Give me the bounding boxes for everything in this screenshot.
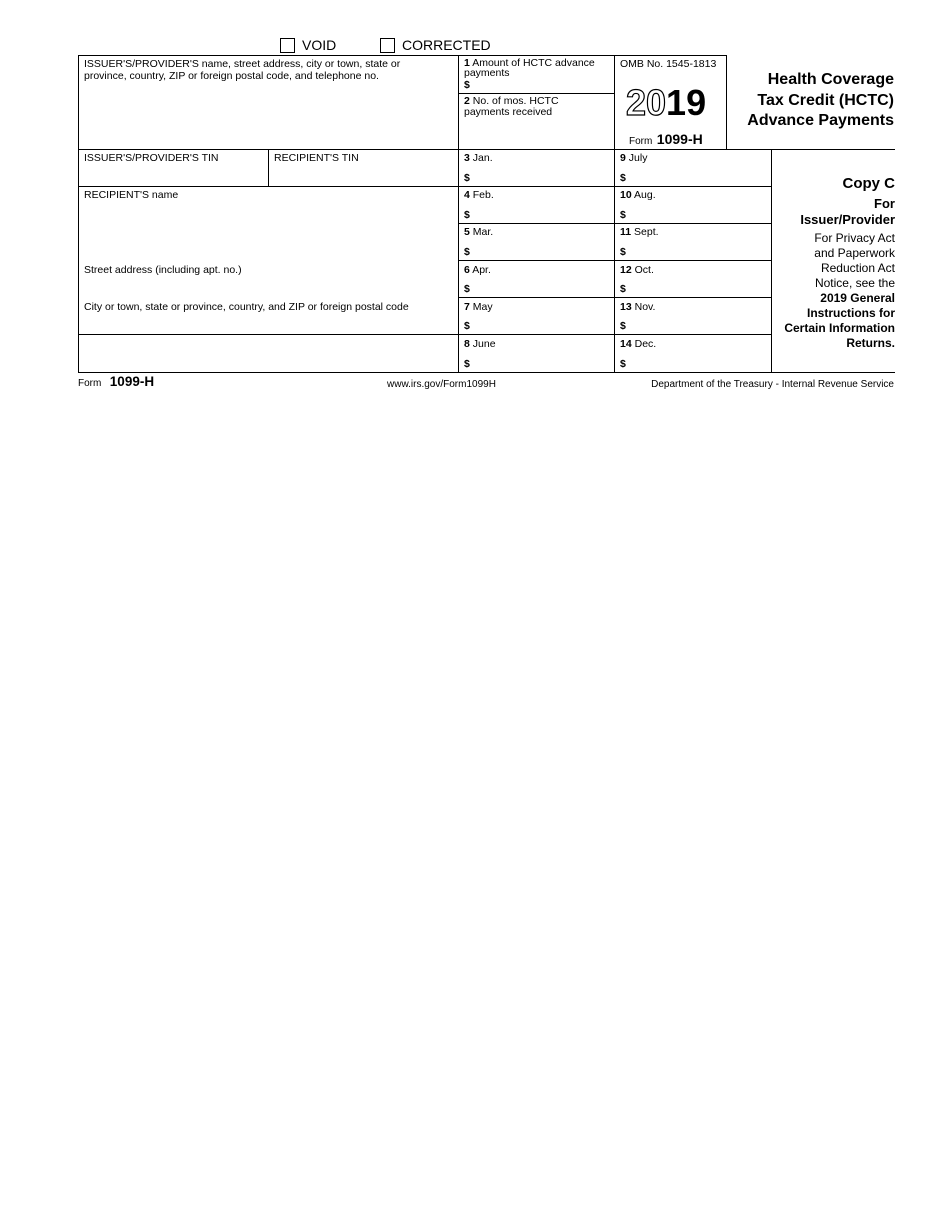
box1-label — [464, 58, 610, 78]
form-title — [747, 70, 894, 132]
blank-field[interactable] — [78, 334, 458, 372]
box13-number: 13 — [620, 301, 632, 313]
box12-text: Oct. — [634, 264, 654, 276]
instructions-line-2: Instructions for — [806, 306, 895, 320]
box5-label — [464, 226, 493, 238]
privacy-line-2: and Paperwork — [814, 246, 895, 260]
box3-text: Jan. — [472, 152, 493, 164]
box3-number: 3 — [464, 152, 470, 164]
box1-number: 1 — [464, 57, 470, 69]
box6-label — [464, 264, 491, 276]
box11-sept-field[interactable] — [614, 223, 771, 260]
box11-number: 11 — [620, 226, 632, 238]
instructions-line-3: Certain Information — [784, 321, 895, 335]
box7-may-field[interactable] — [458, 297, 614, 334]
footer-form-id — [78, 373, 154, 391]
box7-dollar-sign: $ — [464, 320, 470, 332]
box14-number: 14 — [620, 338, 632, 350]
recipient-tin-label: RECIPIENT'S TIN — [274, 152, 359, 164]
corrected-label: CORRECTED — [402, 37, 491, 53]
box14-dollar-sign: $ — [620, 358, 626, 370]
form-title-line-3: Advance Payments — [747, 112, 894, 129]
corrected-checkbox[interactable] — [380, 38, 395, 53]
form-title-line-2: Tax Credit (HCTC) — [757, 91, 894, 109]
omb-form-prefix: Form — [629, 136, 653, 147]
box4-feb-field[interactable] — [458, 186, 614, 223]
box8-text: June — [472, 338, 496, 350]
box9-dollar-sign: $ — [620, 172, 626, 184]
privacy-line-1: For Privacy Act — [814, 231, 895, 245]
box14-text: Dec. — [634, 338, 657, 350]
box13-text: Nov. — [634, 301, 656, 313]
box12-number: 12 — [620, 264, 632, 276]
recipient-tin-field[interactable] — [268, 149, 458, 186]
box1-dollar-sign: $ — [464, 79, 470, 91]
recipient-street-label: Street address (including apt. no.) — [84, 264, 242, 276]
box12-dollar-sign: $ — [620, 283, 626, 295]
box11-label — [620, 226, 659, 238]
box7-number: 7 — [464, 301, 470, 313]
box3-label — [464, 152, 493, 164]
form-title-line-1: Health Coverage — [767, 71, 894, 88]
privacy-notice — [784, 231, 895, 351]
box6-dollar-sign: $ — [464, 283, 470, 295]
box4-label — [464, 189, 494, 201]
box10-label — [620, 189, 656, 201]
box2-number: 2 — [464, 95, 470, 107]
footer-form-prefix: Form — [78, 378, 102, 389]
box13-dollar-sign: $ — [620, 320, 626, 332]
copy-c-for: For — [874, 196, 895, 211]
privacy-line-4: Notice, see the — [814, 276, 895, 290]
privacy-line-3: Reduction Act — [820, 261, 895, 275]
copy-c-panel — [772, 149, 895, 372]
instructions-line-4: Returns. — [846, 336, 895, 350]
omb-number: OMB No. 1545-1813 — [620, 58, 717, 70]
box12-label — [620, 264, 654, 276]
copy-c-title: Copy C — [842, 175, 895, 192]
box2-label — [464, 96, 584, 118]
box7-label — [464, 301, 493, 313]
box9-label — [620, 152, 647, 164]
box9-text: July — [628, 152, 648, 164]
box1-hctc-amount-field[interactable] — [458, 55, 614, 93]
box6-apr-field[interactable] — [458, 260, 614, 297]
box2-text: No. of mos. HCTC payments received — [464, 95, 559, 118]
void-label: VOID — [302, 37, 337, 53]
box8-dollar-sign: $ — [464, 358, 470, 370]
box14-label — [620, 338, 656, 350]
recipient-name-field[interactable] — [78, 186, 458, 260]
issuer-name-field[interactable] — [78, 55, 458, 149]
box9-july-field[interactable] — [614, 149, 771, 186]
footer-department: Department of the Treasury - Internal Revenue Service — [651, 379, 894, 390]
footer-url: www.irs.gov/Form1099H — [387, 379, 496, 390]
instructions-line-1: 2019 General — [820, 291, 895, 305]
tax-year-bold: 19 — [666, 82, 707, 123]
box5-dollar-sign: $ — [464, 246, 470, 258]
box8-number: 8 — [464, 338, 470, 350]
box11-dollar-sign: $ — [620, 246, 626, 258]
box10-text: Aug. — [634, 189, 656, 201]
box5-text: Mar. — [472, 226, 494, 238]
box13-label — [620, 301, 655, 313]
recipient-street-field[interactable] — [78, 260, 458, 297]
footer-form-number: 1099-H — [109, 374, 155, 389]
box8-june-field[interactable] — [458, 334, 614, 372]
recipient-city-label: City or town, state or province, country, and ZIP or foreign postal code — [84, 301, 409, 313]
box10-dollar-sign: $ — [620, 209, 626, 221]
recipient-city-field[interactable] — [78, 297, 458, 334]
recipient-name-label: RECIPIENT'S name — [84, 189, 179, 201]
box6-number: 6 — [464, 264, 470, 276]
void-checkbox[interactable] — [280, 38, 295, 53]
box5-mar-field[interactable] — [458, 223, 614, 260]
copy-c-for-whom: Issuer/Provider — [800, 212, 895, 227]
box4-number: 4 — [464, 189, 470, 201]
box6-text: Apr. — [472, 264, 491, 276]
omb-year-block — [614, 55, 726, 149]
tax-year — [626, 83, 706, 123]
issuer-tin-label: ISSUER'S/PROVIDER'S TIN — [84, 152, 219, 164]
box13-nov-field[interactable] — [614, 297, 771, 334]
tax-year-outline: 20 — [626, 82, 667, 123]
issuer-name-label: ISSUER'S/PROVIDER'S name, street address, city or town, state or province, country, ZIP or foreign postal code, and telephone no. — [84, 58, 401, 82]
box10-aug-field[interactable] — [614, 186, 771, 223]
box10-number: 10 — [620, 189, 632, 201]
omb-form-id — [629, 131, 703, 149]
box14-dec-field[interactable] — [614, 334, 771, 372]
issuer-tin-field[interactable] — [78, 149, 268, 186]
box7-text: May — [472, 301, 493, 313]
box12-oct-field[interactable] — [614, 260, 771, 297]
box3-jan-field[interactable] — [458, 149, 614, 186]
box11-text: Sept. — [634, 226, 659, 238]
box9-number: 9 — [620, 152, 626, 164]
box3-dollar-sign: $ — [464, 172, 470, 184]
box5-number: 5 — [464, 226, 470, 238]
box1-text: Amount of HCTC advance payments — [464, 57, 595, 79]
box4-dollar-sign: $ — [464, 209, 470, 221]
omb-form-number: 1099-H — [656, 131, 703, 147]
box4-text: Feb. — [472, 189, 494, 201]
box8-label — [464, 338, 496, 350]
box2-months-received-field[interactable] — [458, 93, 614, 149]
